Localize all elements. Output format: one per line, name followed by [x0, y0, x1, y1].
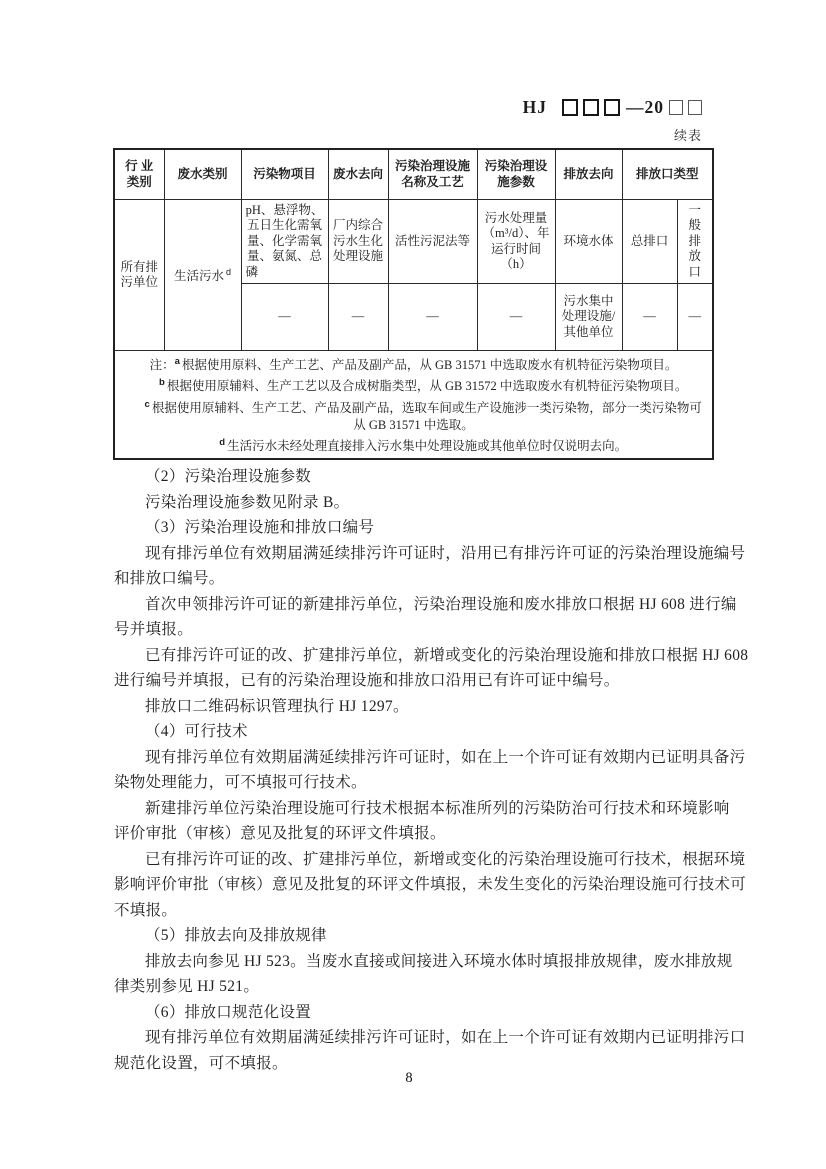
text-line: 号并填报。	[114, 621, 194, 638]
cell-discharge-direction: 环境水体	[555, 200, 622, 284]
text-line: 排放去向参见 HJ 523。当废水直接或间接进入环境水体时填报排放规律，废水排放规	[145, 952, 733, 970]
col-header-pollutants: 污染物项目	[241, 149, 328, 200]
note-sup-c: c	[144, 398, 150, 410]
table-header-row	[114, 149, 713, 200]
cell-pollutants: —	[241, 284, 328, 351]
note-a-text: 根据使用原料、生产工艺、产品及副产品，从 GB 31571 中选取废水有机特征污染物项目。	[181, 358, 678, 373]
col-header-facility-process: 污染治理设施名称及工艺	[388, 149, 477, 200]
text-line: 律类别参见 HJ 521。	[114, 978, 260, 995]
outlet-type-vertical-text: 一般排放口	[688, 202, 701, 279]
note-b-text: 根据使用原辅料、生产工艺以及合成树脂类型，从 GB 31572 中选取废水有机特征污染物项目。	[166, 379, 688, 394]
cell-facility-process: —	[388, 284, 477, 351]
table-notes-row	[114, 351, 713, 459]
cell-facility-process: 活性污泥法等	[388, 200, 477, 284]
note-sup-d: d	[219, 437, 226, 449]
continued-table-label: 续表	[673, 128, 702, 143]
col-header-facility-params: 污染治理设施参数	[477, 149, 555, 200]
cell-outlet-type	[677, 200, 713, 284]
note-c-text: 根据使用原辅料、生产工艺、产品及副产品，选取车间或生产设施涉一类污染物，部分一类污染物可从 GB 31571 中选取。	[151, 400, 702, 433]
note-c	[119, 396, 708, 435]
body-text	[114, 464, 749, 1076]
text-line: 已有排污许可证的改、扩建排污单位，新增或变化的污染治理设施可行技术，根据环境	[145, 850, 746, 868]
col-header-outlet-type: 排放口类型	[622, 149, 713, 200]
text-line: （3）污染治理设施和排放口编号	[145, 519, 375, 536]
text-line: （6）排放口规范化设置	[145, 1003, 312, 1021]
text-line: 进行编号并填报，已有的污染治理设施和排放口沿用已有许可证中编号。	[114, 672, 620, 689]
col-header-discharge-direction: 排放去向	[555, 149, 622, 200]
text-line: 新建排污单位污染治理设施可行技术根据本标准所列的污染防治可行技术和环境影响	[145, 799, 730, 817]
text-line: 已有排污许可证的改、扩建排污单位，新增或变化的污染治理设施和排放口根据 HJ 608	[145, 646, 749, 664]
cell-outlet-type: —	[677, 284, 713, 351]
text-line: 影响评价审批（审核）意见及批复的环评文件填报，未发生变化的污染治理设施可行技术可	[114, 876, 747, 893]
text-line: 染物处理能力，可不填报可行技术。	[114, 774, 367, 791]
table-notes	[114, 351, 713, 459]
cell-facility-params: —	[477, 284, 555, 351]
doc-code-prefix: HJ	[522, 96, 547, 117]
cell-outlet: —	[622, 284, 677, 351]
note-sup-b: b	[159, 377, 165, 389]
cell-wastewater-type	[164, 200, 241, 351]
text-line: 首次申领排污许可证的新建排污单位，污染治理设施和废水排放口根据 HJ 608 进行编	[145, 595, 737, 613]
text-line: （2）污染治理设施参数	[145, 468, 312, 485]
note-b	[119, 374, 708, 395]
text-line: 排放口二维码标识管理执行 HJ 1297。	[145, 697, 409, 715]
cell-destination: —	[328, 284, 388, 351]
text-line: （5）排放去向及排放规律	[145, 927, 327, 944]
note-d-text: 生活污水未经处理直接排入污水集中处理设施或其他单位时仅说明去向。	[227, 439, 628, 454]
cell-facility-params: 污水处理量（m³/d）、年运行时间（h）	[477, 200, 555, 284]
note-ref-d: d	[226, 267, 232, 278]
cell-discharge-direction: 污水集中处理设施/其他单位	[555, 284, 622, 351]
wastewater-type-text: 生活污水	[173, 269, 224, 284]
note-sup-a: a	[174, 356, 180, 367]
cell-outlet: 总排口	[622, 200, 677, 284]
text-line: 现有排污单位有效期届满延续排污许可证时，如在上一个许可证有效期内已证明具备污	[145, 748, 746, 766]
text-line: 现有排污单位有效期届满延续排污许可证时，如在上一个许可证有效期内已证明排污口	[145, 1029, 746, 1046]
col-header-wastewater-type: 废水类别	[164, 149, 241, 200]
text-line: 和排放口编号。	[114, 570, 225, 587]
text-line: 污染治理设施参数见附录 B。	[145, 493, 350, 511]
blank-box-icon	[604, 99, 620, 116]
table-row	[114, 200, 713, 284]
note-d	[119, 434, 708, 455]
notes-prefix: 注：	[149, 358, 175, 373]
blank-box-icon	[688, 100, 702, 115]
text-line: 评价审批（审核）意见及批复的环评文件填报。	[114, 825, 446, 842]
page-number: 8	[405, 1070, 413, 1086]
text-line: 不填报。	[114, 901, 178, 919]
cell-destination: 厂内综合污水生化处理设施	[328, 200, 388, 284]
col-header-industry: 行 业 类别	[114, 149, 164, 200]
emission-permit-table	[113, 148, 714, 460]
blank-box-icon	[669, 100, 683, 115]
cell-industry: 所有排污单位	[114, 200, 164, 351]
text-line: （4）可行技术	[145, 723, 248, 740]
cell-pollutants: pH、悬浮物、五日生化需氧量、化学需氧量、氨氮、总磷	[241, 200, 328, 284]
col-header-destination: 废水去向	[328, 149, 388, 200]
doc-code	[523, 97, 704, 117]
blank-box-icon	[583, 99, 599, 116]
blank-box-icon	[562, 99, 578, 116]
text-line: 规范化设置，可不填报。	[114, 1054, 288, 1072]
text-line: 现有排污单位有效期届满延续排污许可证时，沿用已有排污许可证的污染治理设施编号	[145, 544, 746, 562]
doc-code-year: —20	[626, 96, 664, 117]
note-a	[119, 353, 708, 374]
